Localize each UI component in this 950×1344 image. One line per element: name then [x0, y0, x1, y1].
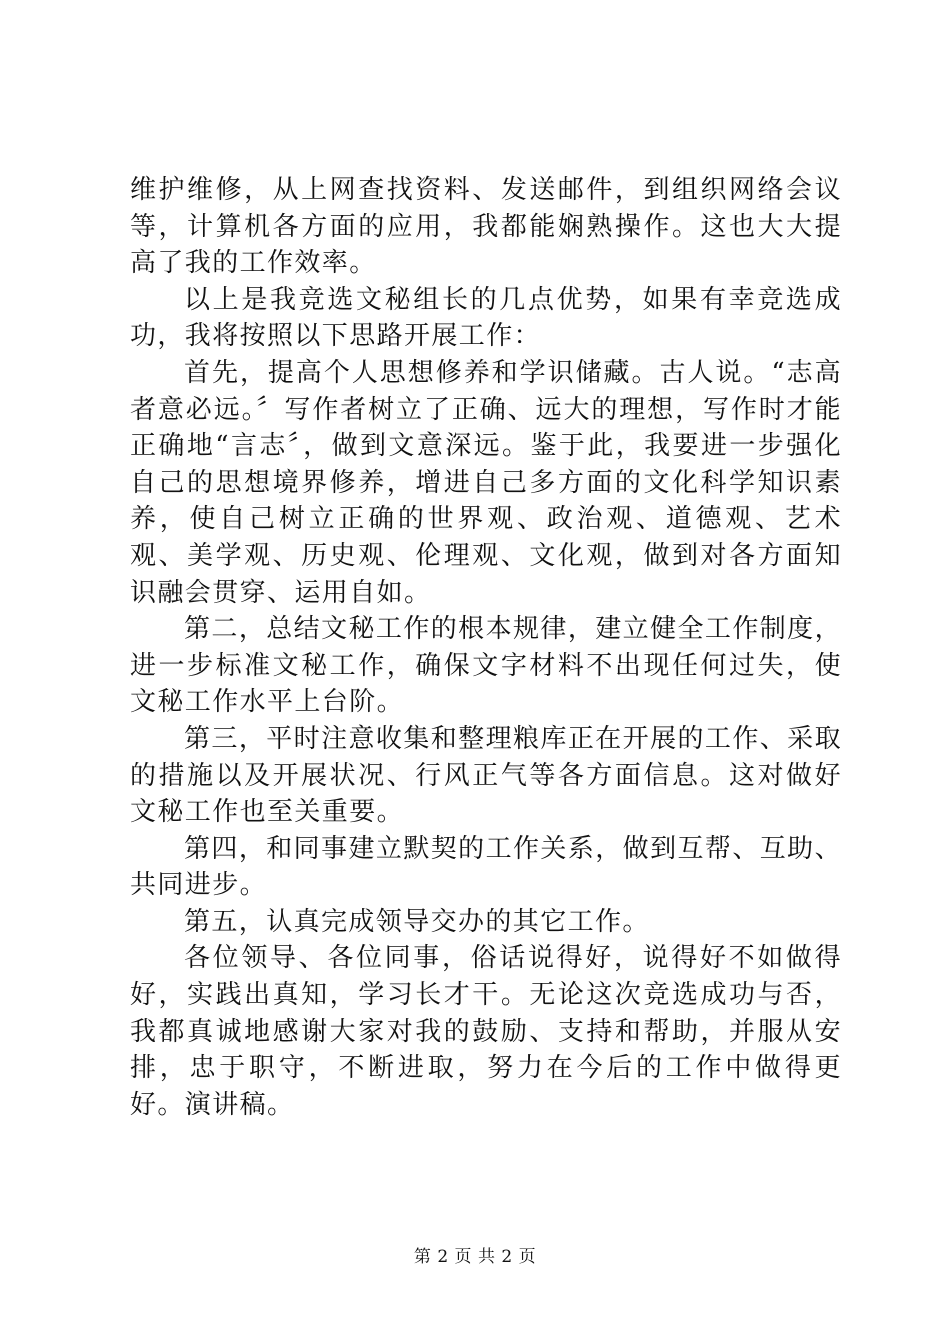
paragraph-6: 第四，和同事建立默契的工作关系，做到互帮、互助、共同进步。 [130, 833, 842, 901]
paragraph-4: 第二，总结文秘工作的根本规律，建立健全工作制度，进一步标准文秘工作，确保文字材料不出现任何过失，使文秘工作水平上台阶。 [130, 614, 842, 718]
paragraph-1: 维护维修，从上网查找资料、发送邮件，到组织网络会议等，计算机各方面的应用，我都能娴熟操作。这也大大提高了我的工作效率。 [130, 175, 842, 279]
page-number-footer: 第 2 页 共 2 页 [413, 1247, 537, 1267]
paragraph-7: 第五，认真完成领导交办的其它工作。 [184, 906, 650, 937]
paragraph-5: 第三，平时注意收集和整理粮库正在开展的工作、采取的措施以及开展状况、行风正气等各方面信息。这对做好文秘工作也至关重要。 [130, 723, 842, 828]
document-body [130, 172, 842, 1123]
paragraph-8: 各位领导、各位同事，俗话说得好，说得好不如做得好，实践出真知，学习长才干。无论这次竞选成功与否，我都真诚地感谢大家对我的鼓励、支持和帮助，并服从安排，忠于职守，不断进取，努力在今后的工作中做得更好。演讲稿。 [130, 943, 842, 1120]
paragraph-2: 以上是我竞选文秘组长的几点优势，如果有幸竞选成功，我将按照以下思路开展工作： [130, 284, 842, 352]
paragraph-3: 首先，提高个人思想修养和学识储藏。古人说。“志高者意必远。〞写作者树立了正确、远大的理想，写作时才能正确地“言志〞，做到文意深远。鉴于此，我要进一步强化自己的思想境界修养，增进自己多方面的文化科学知识素养，使自己树立正确的世界观、政治观、道德观、艺术观、美学观、历史观、伦理观、文化观，做到对各方面知识融会贯穿、运用自如。 [130, 357, 842, 608]
